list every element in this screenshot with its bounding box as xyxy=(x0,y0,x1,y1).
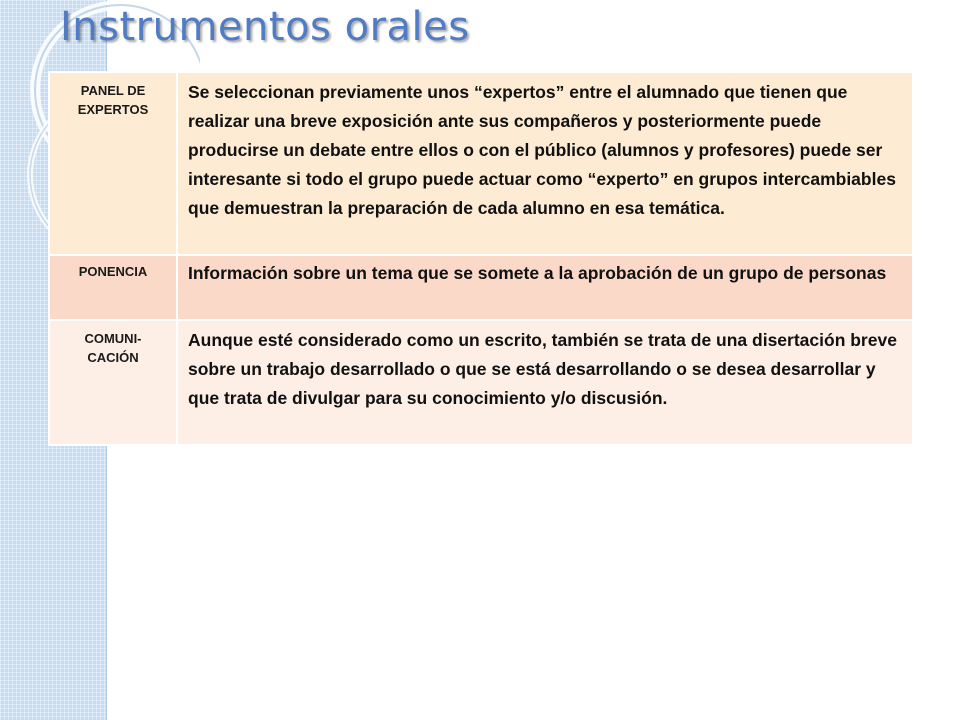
row-label-line: PONENCIA xyxy=(78,264,148,279)
row-label-line: PANEL DE xyxy=(80,83,146,98)
row-description-comunicacion: Aunque esté considerado como un escrito, también se trata de una disertación breve sobre un trabajo desarrollado o que se está desarrollando o se desea desarrollar y que trata de divulgar para su conocimiento y/o discusión. xyxy=(177,320,913,445)
row-label-ponencia xyxy=(49,255,177,320)
table-row xyxy=(49,320,913,445)
row-label-comunicacion xyxy=(49,320,177,445)
row-label-panel-de-expertos xyxy=(49,72,177,255)
row-description-panel-de-expertos: Se seleccionan previamente unos “expertos” entre el alumnado que tienen que realizar una breve exposición ante sus compañeros y posteriormente puede producirse un debate entre ellos o con el público (alumnos y profesores) puede ser interesante si todo el grupo puede actuar como “experto” en grupos intercambiables que demuestran la preparación de cada alumno en esa temática. xyxy=(177,72,913,255)
table-row xyxy=(49,255,913,320)
row-label-line: COMUNI- xyxy=(84,331,142,346)
slide-title: Instrumentos orales xyxy=(60,4,470,50)
instruments-table xyxy=(48,71,914,446)
row-description-ponencia: Información sobre un tema que se somete a la aprobación de un grupo de personas xyxy=(177,255,913,320)
row-label-line: EXPERTOS xyxy=(77,102,149,117)
table-row xyxy=(49,72,913,255)
row-label-line: CACIÓN xyxy=(87,350,139,365)
